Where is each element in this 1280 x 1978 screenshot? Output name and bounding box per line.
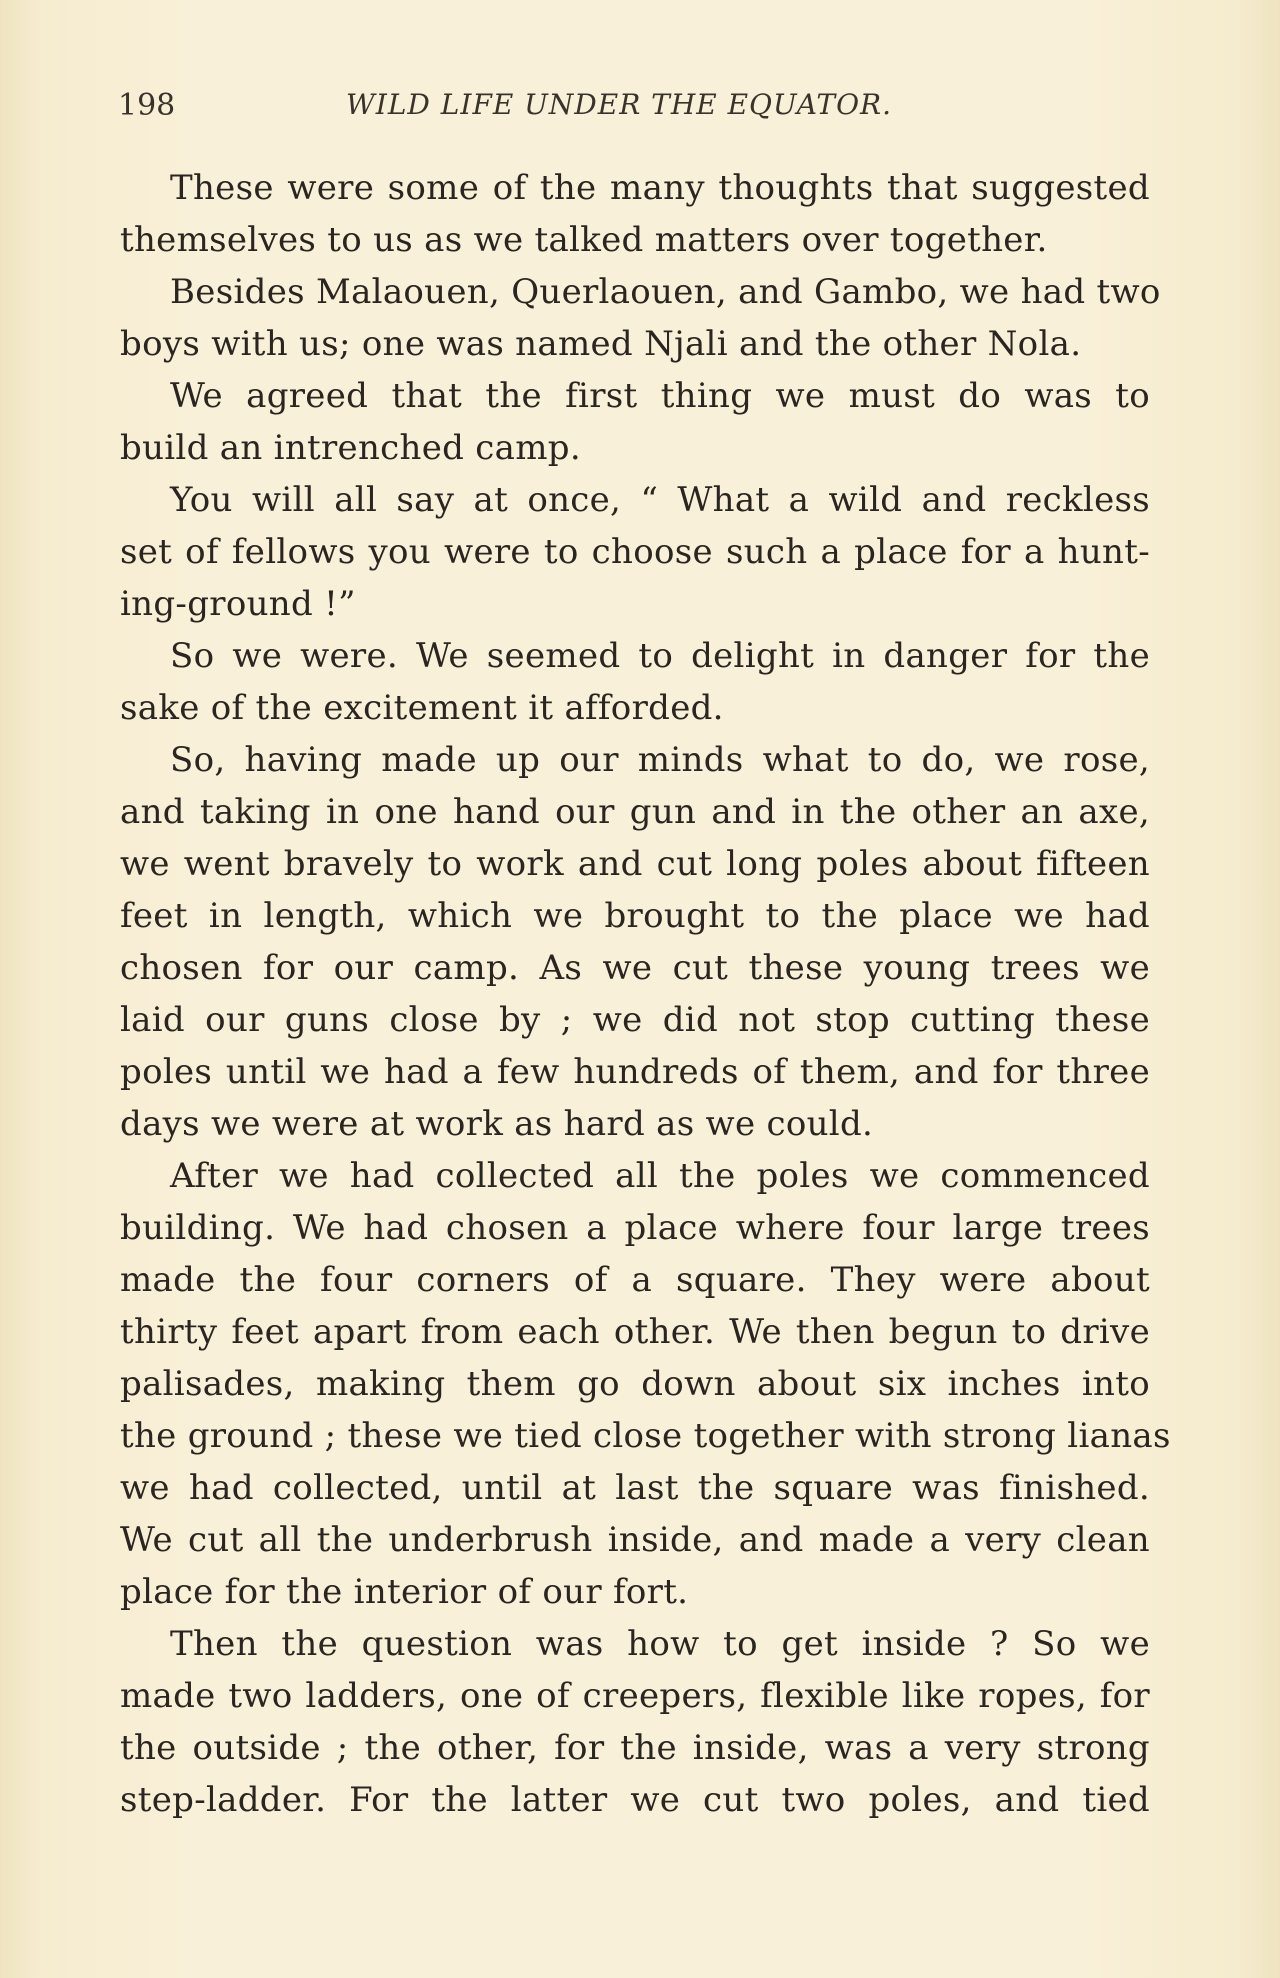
text-line: build an intrenched camp. <box>120 428 581 468</box>
text-line: laid our guns close by ; we did not stop cutting these <box>120 1000 1150 1040</box>
text-line: We agreed that the first thing we must do was to <box>170 376 1150 416</box>
text-line: So, having made up our minds what to do, we rose, <box>170 740 1150 780</box>
text-line: we had collected, until at last the square was finished. <box>120 1468 1150 1508</box>
text-line: days we were at work as hard as we could. <box>120 1104 874 1144</box>
text-line: You will all say at once, “ What a wild and reckless <box>170 480 1150 520</box>
text-line: made the four corners of a square. They were about <box>120 1260 1150 1300</box>
text-line: Then the question was how to get inside ? So we <box>170 1624 1150 1664</box>
page-header <box>118 88 1148 132</box>
body-text <box>120 162 1171 1826</box>
text-line: palisades, making them go down about six inches into <box>120 1364 1150 1404</box>
text-line: sake of the excitement it afforded. <box>120 688 724 728</box>
text-line: made two ladders, one of creepers, flexible like ropes, for <box>120 1676 1150 1716</box>
text-line: boys with us; one was named Njali and the other Nola. <box>120 324 1082 364</box>
text-line: place for the interior of our fort. <box>120 1572 689 1612</box>
text-line: ing-ground !” <box>120 584 356 624</box>
text-line: So we were. We seemed to delight in danger for the <box>170 636 1150 676</box>
text-line: thirty feet apart from each other. We then begun to drive <box>120 1312 1150 1352</box>
text-line: chosen for our camp. As we cut these young trees we <box>120 948 1150 988</box>
text-line: and taking in one hand our gun and in the other an axe, <box>120 792 1150 832</box>
text-line: the outside ; the other, for the inside, was a very strong <box>120 1728 1150 1768</box>
text-line: After we had collected all the poles we commenced <box>170 1156 1150 1196</box>
text-line: the ground ; these we tied close together with strong lianas <box>120 1416 1171 1456</box>
running-title: WILD LIFE UNDER THE EQUATOR. <box>346 88 893 121</box>
page-number: 198 <box>118 88 176 123</box>
text-line: poles until we had a few hundreds of them, and for three <box>120 1052 1150 1092</box>
text-line: feet in length, which we brought to the place we had <box>120 896 1150 936</box>
text-line: we went bravely to work and cut long poles about fifteen <box>120 844 1150 884</box>
text-line: These were some of the many thoughts that suggested <box>170 168 1150 208</box>
text-line: We cut all the underbrush inside, and made a very clean <box>120 1520 1150 1560</box>
text-line: themselves to us as we talked matters over together. <box>120 220 1048 260</box>
text-line: step-ladder. For the latter we cut two poles, and tied <box>120 1780 1150 1820</box>
text-line: building. We had chosen a place where four large trees <box>120 1208 1150 1248</box>
text-line: Besides Malaouen, Querlaouen, and Gambo, we had two <box>170 272 1161 312</box>
text-line: set of fellows you were to choose such a place for a hunt- <box>120 532 1150 572</box>
